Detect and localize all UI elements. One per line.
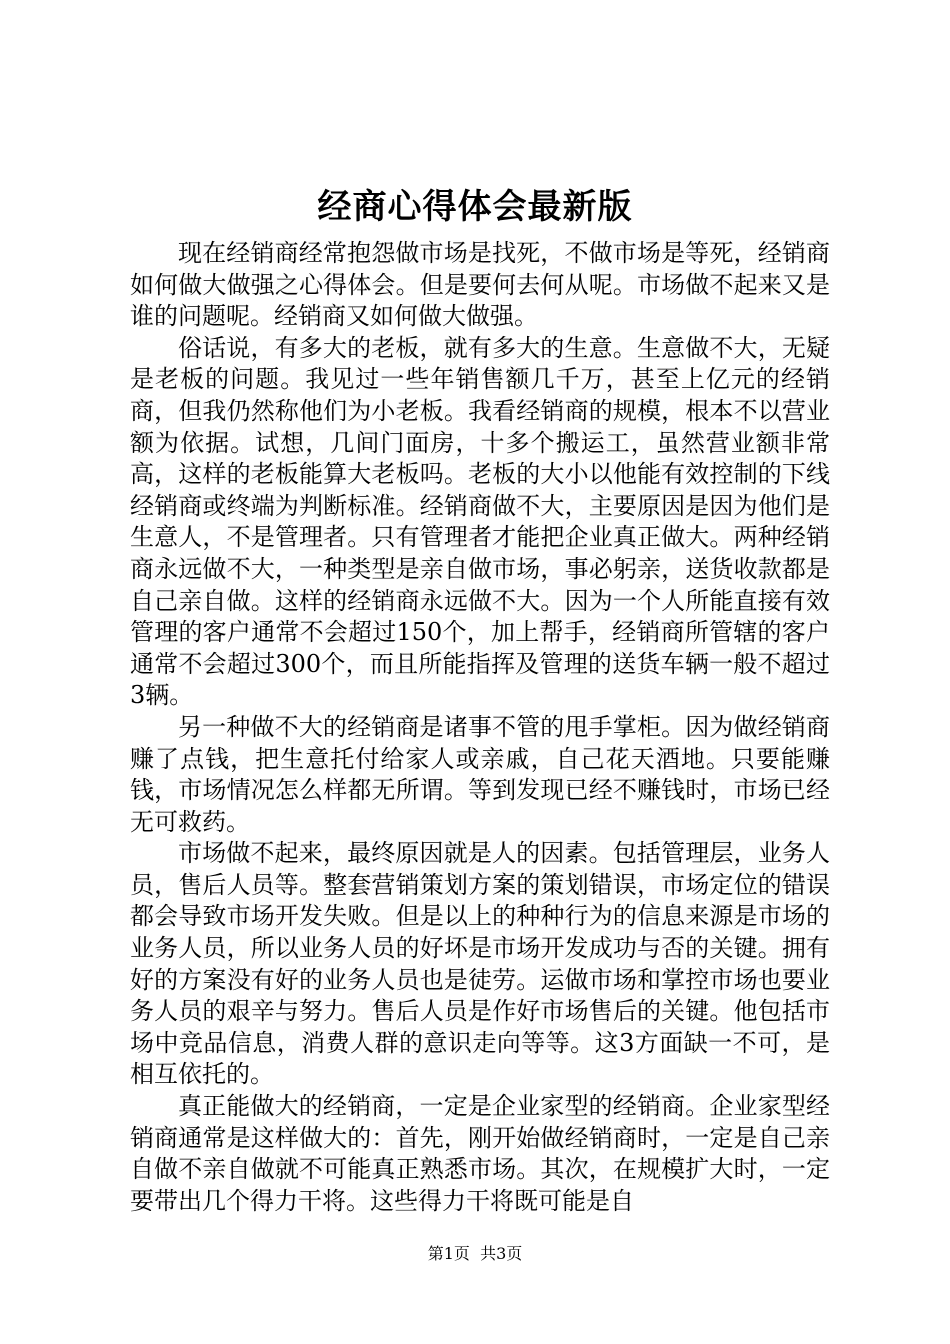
page-title: 经商心得体会最新版 <box>317 187 633 227</box>
paragraph: 另一种做不大的经销商是诸事不管的甩手掌柜。因为做经销商赚了点钱，把生意托付给家人或亲戚，自己花天酒地。只要能赚钱，市场情况怎么样都无所谓。等到发现已经不赚钱时，市场已经无可救药。 <box>130 712 830 836</box>
paragraph: 俗话说，有多大的老板，就有多大的生意。生意做不大，无疑是老板的问题。我见过一些年销售额几千万，甚至上亿元的经销商，但我仍然称他们为小老板。我看经销商的规模，根本不以营业额为依据。试想，几间门面房，十多个搬运工，虽然营业额非常高，这样的老板能算大老板吗。老板的大小以他能有效控制的下线经销商或终端为判断标准。经销商做不大，主要原因是因为他们是生意人，不是管理者。只有管理者才能把企业真正做大。两种经销商永远做不大，一种类型是亲自做市场，事必躬亲，送货收款都是自己亲自做。这样的经销商永远做不大。因为一个人所能直接有效管理的客户通常不会超过150个，加上帮手，经销商所管辖的客户通常不会超过300个，而且所能指挥及管理的送货车辆一般不超过3辆。 <box>130 333 830 710</box>
document-body <box>130 238 830 1217</box>
page-number: 第1页 <box>427 1244 470 1263</box>
paragraph: 真正能做大的经销商，一定是企业家型的经销商。企业家型经销商通常是这样做大的：首先，刚开始做经销商时，一定是自己亲自做不亲自做就不可能真正熟悉市场。其次，在规模扩大时，一定要带出几个得力干将。这些得力干将既可能是自 <box>130 1092 830 1215</box>
paragraph: 市场做不起来，最终原因就是人的因素。包括管理层，业务人员，售后人员等。整套营销策划方案的策划错误，市场定位的错误都会导致市场开发失败。但是以上的种种行为的信息来源是市场的业务人员，所以业务人员的好坏是市场开发成功与否的关键。拥有好的方案没有好的业务人员也是徒劳。运做市场和掌控市场也要业务人员的艰辛与努力。售后人员是作好市场售后的关键。他包括市场中竞品信息，消费人群的意识走向等等。这3方面缺一不可，是相互依托的。 <box>130 839 830 1089</box>
paragraph: 现在经销商经常抱怨做市场是找死，不做市场是等死，经销商如何做大做强之心得体会。但是要何去何从呢。市场做不起来又是谁的问题呢。经销商又如何做大做强。 <box>130 239 830 331</box>
page-footer <box>0 1243 950 1265</box>
page-total: 共3页 <box>480 1244 523 1263</box>
